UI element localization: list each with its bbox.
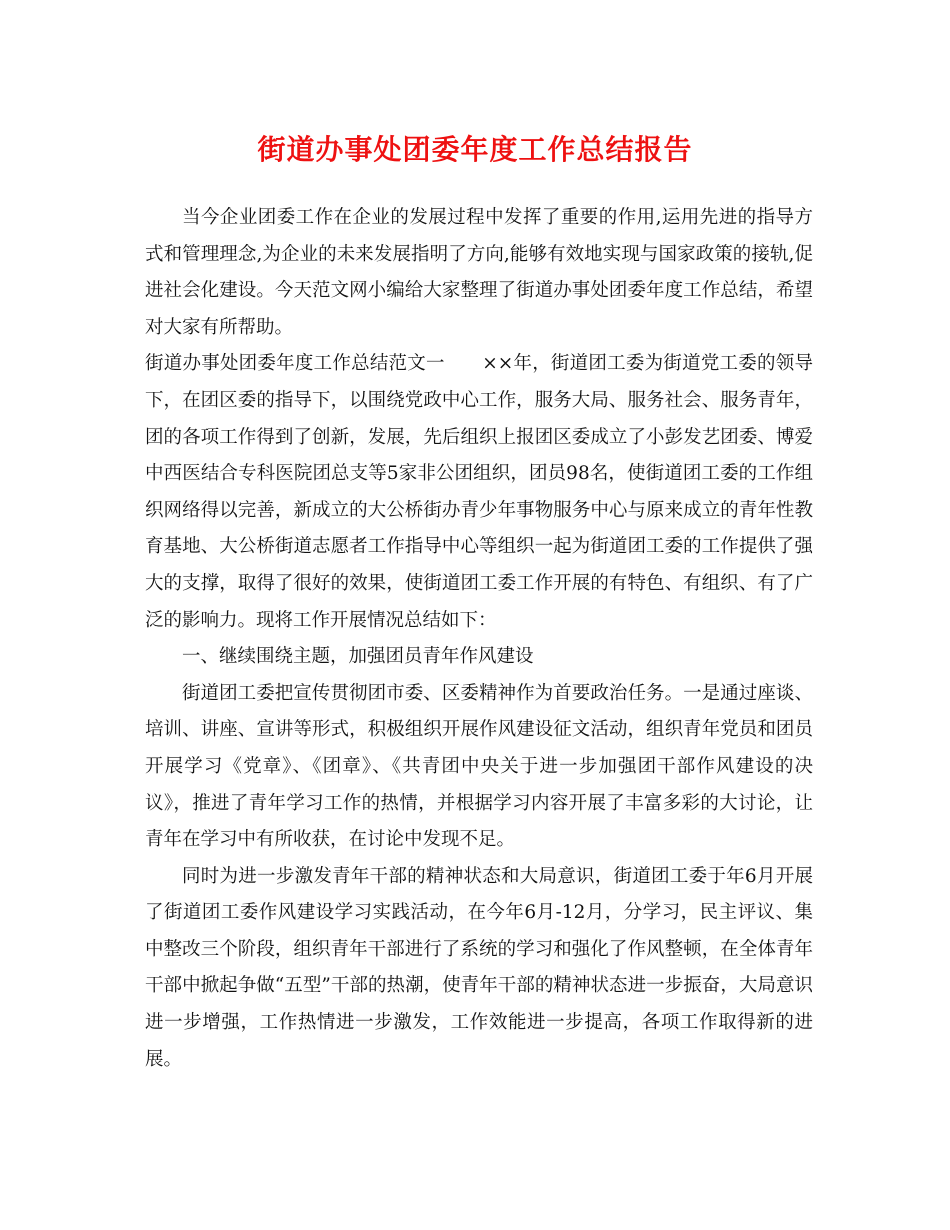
section-heading-one: 一、继续围绕主题，加强团员青年作风建设	[182, 646, 534, 668]
document-title: 街道办事处团委年度工作总结报告	[257, 133, 693, 166]
sample-one-paragraph: 街道办事处团委年度工作总结范文一 ××年，街道团工委为街道党工委的领导下，在团区委的指导下，以围绕党政中心工作，服务大局、服务社会、服务青年，团的各项工作得到了创新，发展，先后组织上报团区委成立了小彭发艺团委、博爱中西医结合专科医院团总支等5家非公团组织，团员98名，使街道团工委的工作组织网络得以完善，新成立的大公桥街办青少年事物服务中心与原来成立的青年性教育基地、大公桥街道志愿者工作指导中心等组织一起为街道团工委的工作提供了强大的支撑，取得了很好的效果，使街道团工委工作开展的有特色、有组织、有了广泛的影响力。现将工作开展情况总结如下：	[145, 353, 813, 631]
intro-paragraph: 当今企业团委工作在企业的发展过程中发挥了重要的作用,运用先进的指导方式和管理理念,为企业的未来发展指明了方向,能够有效地实现与国家政策的接轨,促进社会化建设。今天范文网小编给大家整理了街道办事处团委年度工作总结，希望对大家有所帮助。	[145, 207, 813, 338]
document-body	[145, 200, 813, 1078]
section-one-paragraph: 街道团工委把宣传贯彻团市委、区委精神作为首要政治任务。一是通过座谈、培训、讲座、宣讲等形式，积极组织开展作风建设征文活动，组织青年党员和团员开展学习《党章》、《团章》、《共青团中央关于进一步加强团干部作风建设的决议》，推进了青年学习工作的热情，并根据学习内容开展了丰富多彩的大讨论，让青年在学习中有所收获，在讨论中发现不足。	[145, 682, 813, 851]
section-one-paragraph-2: 同时为进一步激发青年干部的精神状态和大局意识，街道团工委于年6月开展了街道团工委作风建设学习实践活动，在今年6月-12月，分学习，民主评议、集中整改三个阶段，组织青年干部进行了系统的学习和强化了作风整顿，在全体青年干部中掀起争做“五型”干部的热潮，使青年干部的精神状态进一步振奋，大局意识进一步增强，工作热情进一步激发，工作效能进一步提高，各项工作取得新的进展。	[145, 865, 813, 1070]
